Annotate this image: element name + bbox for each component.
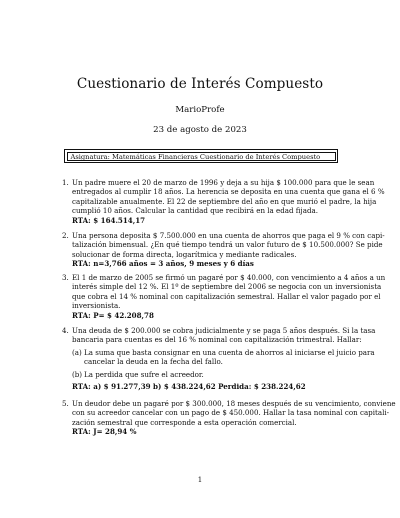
- question-line: Un padre muere el 20 de marzo de 1996 y deja a su hija $ 100.000 para que le sean: [72, 178, 375, 187]
- question-line: entregados al cumplir 18 años. La herencia se deposita en una cuenta que gana el 6 %: [72, 187, 385, 197]
- subject-text: Asignatura: Matemáticas Financieras Cuestionario de Interés Compuesto: [67, 152, 336, 161]
- answer: RTA: a) $ 91.277,39 b) $ 438.224,62 Perdida: $ 238.224,62: [72, 382, 306, 392]
- question-2-number: 2.: [62, 231, 69, 240]
- question-4: [72, 326, 376, 392]
- question-4-number: 4.: [62, 326, 69, 335]
- question-line: talización bimensual. ¿En qué tiempo tendrá un valor futuro de $ 10.500.000? Se pide: [72, 240, 383, 250]
- answer: RTA: J= 28,94 %: [72, 427, 137, 437]
- question-5-number: 5.: [62, 399, 69, 408]
- question-5: [72, 399, 396, 437]
- question-2: [72, 231, 385, 269]
- question-line: interés simple del 12 %. El 1º de septiembre del 2006 se negocia con un inversionista: [72, 282, 382, 292]
- question-line: Un deudor debe un pagaré por $ 300.000, 18 meses después de su vencimiento, conviene: [72, 399, 396, 408]
- subitem-b: [72, 370, 342, 379]
- question-line: El 1 de marzo de 2005 se firmó un pagaré por $ 40.000, con vencimiento a 4 años a un: [72, 273, 386, 282]
- subitem-label: (a): [72, 347, 82, 357]
- answer: RTA: P= $ 42.208,78: [72, 310, 154, 320]
- question-3-number: 3.: [62, 273, 69, 282]
- question-3: [72, 273, 386, 320]
- question-line: Una deuda de $ 200.000 se cobra judicialmente y se paga 5 años después. Si la tasa: [72, 326, 376, 335]
- question-line: con su acreedor cancelar con un pago de $ 450.000. Hallar la tasa nominal con capitali-: [72, 408, 390, 418]
- question-line: capitalizable anualmente. El 22 de septiembre del año en que murió el padre, la hija: [72, 196, 377, 206]
- subitem-a: [72, 347, 375, 367]
- question-line: que cobra el 14 % nominal con capitalización semestral. Hallar el valor pagado por el: [72, 291, 381, 301]
- question-1: [72, 178, 385, 225]
- question-line: inversionista.: [72, 301, 121, 311]
- subitem-label: (b): [72, 369, 83, 379]
- document-date: 23 de agosto de 2023: [153, 125, 247, 135]
- question-line: cumplió 10 años. Calcular la cantidad que recibirá en la edad fijada.: [72, 206, 318, 216]
- question-line: Una persona deposita $ 7.500.000 en una cuenta de ahorros que paga el 9 % con capi-: [72, 231, 385, 240]
- document-author: MarioProfe: [175, 105, 225, 115]
- answer: RTA: n=3,766 años = 3 años, 9 meses y 6 días: [72, 259, 254, 269]
- question-line: zación semestral que corresponde a esta operación comercial.: [72, 417, 297, 427]
- subitem-line: cancelar la deuda en la fecha del fallo.: [84, 357, 223, 367]
- answer: RTA: $ 164.514,17: [72, 215, 146, 225]
- question-line: solucionar de forma directa, logarítmica y mediante radicales.: [72, 249, 297, 259]
- document-title: Cuestionario de Interés Compuesto: [76, 76, 324, 92]
- question-1-number: 1.: [62, 178, 69, 187]
- subitem-line: La suma que basta consignar en una cuenta de ahorros al iniciarse el juicio para: [84, 347, 375, 357]
- question-line: bancaria para cuentas es del 16 % nominal con capitalización trimestral. Hallar:: [72, 335, 362, 345]
- page-number: 1: [197, 476, 203, 484]
- subject-box: [64, 149, 338, 163]
- subitem-line: La perdida que sufre el acreedor.: [84, 369, 204, 379]
